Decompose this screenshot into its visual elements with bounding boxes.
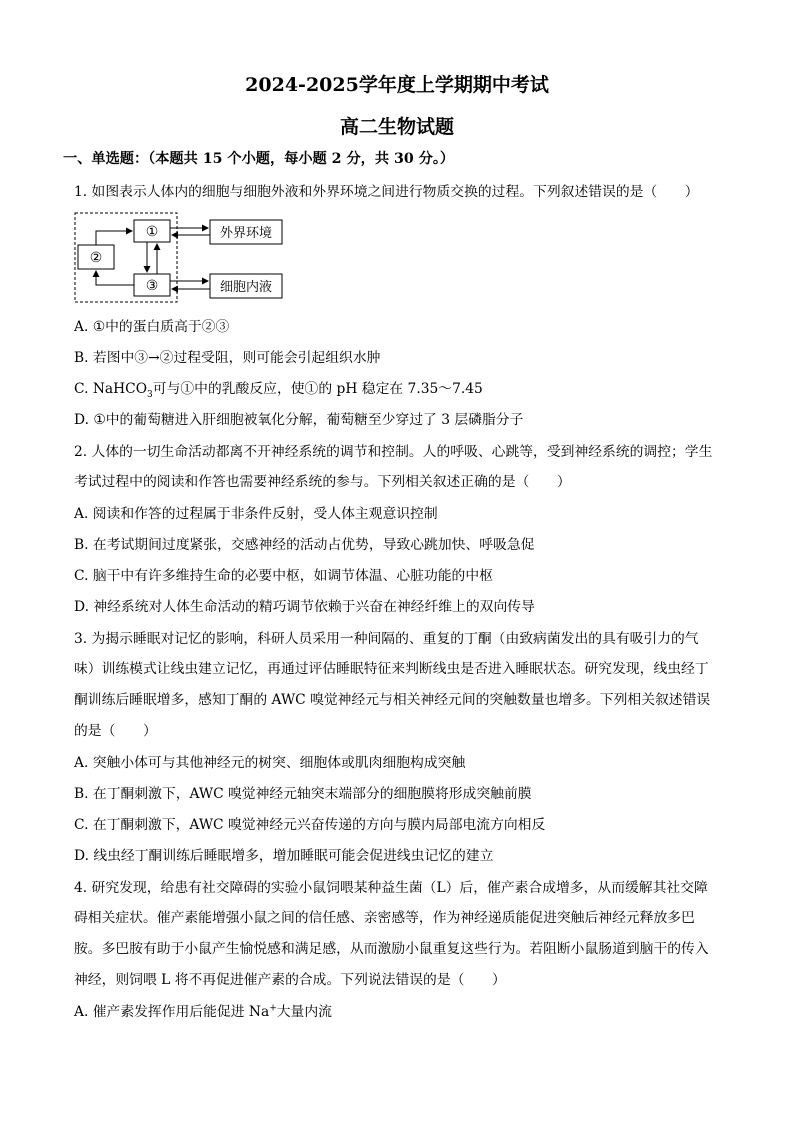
node-3: ③ (145, 278, 159, 294)
section-heading: 一、单选题：（本题共 15 个小题，每小题 2 分，共 30 分。） (63, 151, 455, 167)
q4-stem-line2: 碍相关症状。催产素能增强小鼠之间的信任感、亲密感等，作为神经递质能促进突触后神经元释放多巴 (74, 910, 695, 926)
external-env-label: 外界环境 (219, 226, 273, 241)
q2-option-c: C. 脑干中有许多维持生命的必要中枢，如调节体温、心脏功能的中枢 (74, 568, 493, 584)
q3-stem-line1: 3. 为揭示睡眠对记忆的影响，科研人员采用一种间隔的、重复的丁酮（由致病菌发出的具有吸引力的气 (74, 631, 699, 647)
q3-stem-line3: 酮训练后睡眠增多，感知丁酮的 AWC 嗅觉神经元与相关神经元间的突触数量也增多。下列相关叙述错误 (74, 692, 711, 708)
q1-option-d: D. ①中的葡萄糖进入肝细胞被氧化分解，葡萄糖至少穿过了 3 层磷脂分子 (74, 412, 524, 428)
q2-option-d: D. 神经系统对人体生命活动的精巧调节依赖于兴奋在神经纤维上的双向传导 (74, 599, 535, 615)
q3-stem-line4: 的是（ ） (74, 723, 157, 739)
q3-option-a: A. 突触小体可与其他神经元的树突、细胞体或肌肉细胞构成突触 (74, 755, 466, 771)
exchange-diagram (74, 212, 374, 304)
q2-stem-line1: 2. 人体的一切生命活动都离不开神经系统的调节和控制。人的呼吸、心跳等，受到神经系统的调控；学生 (74, 444, 713, 460)
q3-stem-line2: 味）训练模式让线虫建立记忆，再通过评估睡眠特征来判断线虫是否进入睡眠状态。研究发现，线虫经丁 (74, 661, 709, 677)
q3-option-b: B. 在丁酮刺激下，AWC 嗅觉神经元轴突末端部分的细胞膜将形成突触前膜 (74, 786, 532, 802)
q1-option-c: C. NaHCO$_3$可与①中的乳酸反应，使①的 pH 稳定在 7.35～7.45 (74, 381, 483, 400)
q4-stem-line4: 神经，则饲喂 L 将不再促进催产素的合成。下列说法错误的是（ ） (74, 972, 506, 988)
q4-stem-line3: 胺。多巴胺有助于小鼠产生愉悦感和满足感，从而激励小鼠重复这些行为。若阻断小鼠肠道到脑干的传入 (74, 941, 709, 957)
q1-stem: 1. 如图表示人体内的细胞与细胞外液和外界环境之间进行物质交换的过程。下列叙述错误的是（ ） (74, 184, 699, 200)
q4-stem-line1: 4. 研究发现，给患有社交障碍的实验小鼠饲喂某种益生菌（L）后，催产素合成增多，从而缓解其社交障 (74, 880, 708, 896)
node-2: ② (89, 250, 103, 266)
q3-option-d: D. 线虫经丁酮训练后睡眠增多，增加睡眠可能会促进线虫记忆的建立 (74, 848, 494, 864)
intracellular-label: 细胞内液 (219, 280, 273, 295)
q1-option-a: A. ①中的蛋白质高于②③ (74, 319, 230, 335)
q1-option-b: B. 若图中③→②过程受阻，则可能会引起组织水肿 (74, 350, 381, 366)
q2-option-a: A. 阅读和作答的过程属于非条件反射，受人体主观意识控制 (74, 506, 438, 522)
exam-subtitle: 高二生物试题 (339, 116, 454, 138)
q4-option-a: A. 催产素发挥作用后能促进 Na+大量内流 (74, 1003, 332, 1020)
exam-title: 2024-2025学年度上学期期中考试 (245, 74, 549, 96)
q2-stem-line2: 考试过程中的阅读和作答也需要神经系统的参与。下列相关叙述正确的是（ ） (74, 474, 571, 490)
q2-option-b: B. 在考试期间过度紧张，交感神经的活动占优势，导致心跳加快、呼吸急促 (74, 537, 535, 553)
node-1: ① (145, 224, 159, 240)
q3-option-c: C. 在丁酮刺激下，AWC 嗅觉神经元兴奋传递的方向与膜内局部电流方向相反 (74, 817, 546, 833)
